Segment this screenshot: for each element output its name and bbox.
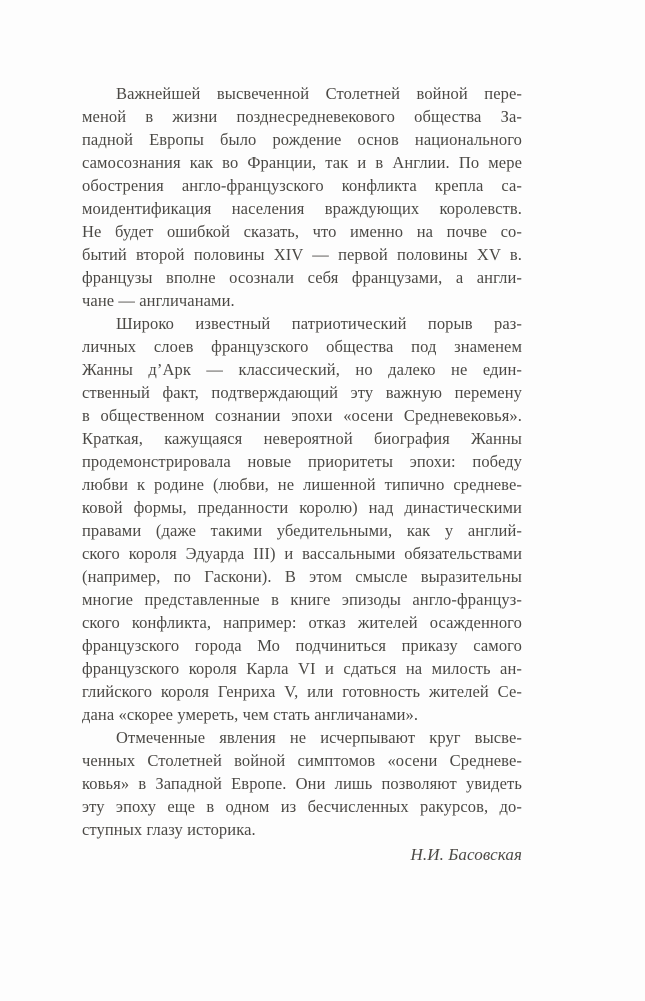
text-block xyxy=(82,82,522,866)
text-line: чане — англичанами. xyxy=(82,291,235,310)
text-line: ковой формы, преданности королю) над династическими xyxy=(82,498,522,517)
text-line: ственный факт, подтверждающий эту важную перемену xyxy=(82,383,522,402)
text-line: французского короля Карла VI и сдаться на милость ан- xyxy=(82,659,522,678)
text-line: любви к родине (любви, не лишенной типично средневе- xyxy=(82,475,522,494)
text-line: бытий второй половины XIV — первой половины XV в. xyxy=(82,245,522,264)
text-line: ского короля Эдуарда III) и вассальными обязательствами xyxy=(82,544,522,563)
text-line: Широко известный патриотический порыв раз- xyxy=(116,314,522,333)
paragraph xyxy=(82,82,522,312)
text-line: меной в жизни позднесредневекового общества За- xyxy=(82,107,522,126)
text-line: личных слоев французского общества под знаменем xyxy=(82,337,522,356)
text-line: обострения англо-французского конфликта крепла са- xyxy=(82,176,522,195)
text-line: падной Европы было рождение основ национального xyxy=(82,130,522,149)
paragraph xyxy=(82,726,522,841)
text-line: Важнейшей высвеченной Столетней войной пере- xyxy=(116,84,522,103)
text-line: (например, по Гаскони). В этом смысле выразительны xyxy=(82,567,522,586)
text-line: ступных глазу историка. xyxy=(82,820,256,839)
text-line: глийского короля Генриха V, или готовность жителей Се- xyxy=(82,682,522,701)
text-line: Краткая, кажущаяся невероятной биография Жанны xyxy=(82,429,522,448)
text-line: французы вполне осознали себя французами, а англи- xyxy=(82,268,522,287)
text-line: ского конфликта, например: отказ жителей осажденного xyxy=(82,613,522,632)
text-line: ченных Столетней войной симптомов «осени Средневе- xyxy=(82,751,522,770)
text-line: самосознания как во Франции, так и в Англии. По мере xyxy=(82,153,522,172)
paragraph xyxy=(82,312,522,726)
text-line: французского города Мо подчиниться приказу самого xyxy=(82,636,522,655)
author-signature: Н.И. Басовская xyxy=(410,845,522,864)
text-line: Не будет ошибкой сказать, что именно на почве со- xyxy=(82,222,522,241)
text-line: ковья» в Западной Европе. Они лишь позволяют увидеть xyxy=(82,774,522,793)
text-line: Жанны д’Арк — классический, но далеко не един- xyxy=(82,360,522,379)
body-text xyxy=(82,82,522,841)
text-line: эту эпоху еще в одном из бесчисленных ракурсов, до- xyxy=(82,797,522,816)
text-line: в общественном сознании эпохи «осени Средневековья». xyxy=(82,406,522,425)
text-line: Отмеченные явления не исчерпывают круг высве- xyxy=(116,728,522,747)
text-line: многие представленные в книге эпизоды англо-француз- xyxy=(82,590,522,609)
text-line: продемонстрировала новые приоритеты эпохи: победу xyxy=(82,452,522,471)
text-line: правами (даже такими убедительными, как у англий- xyxy=(82,521,522,540)
text-line: моидентификация населения враждующих королевств. xyxy=(82,199,522,218)
text-line: дана «скорее умереть, чем стать англичанами». xyxy=(82,705,419,724)
